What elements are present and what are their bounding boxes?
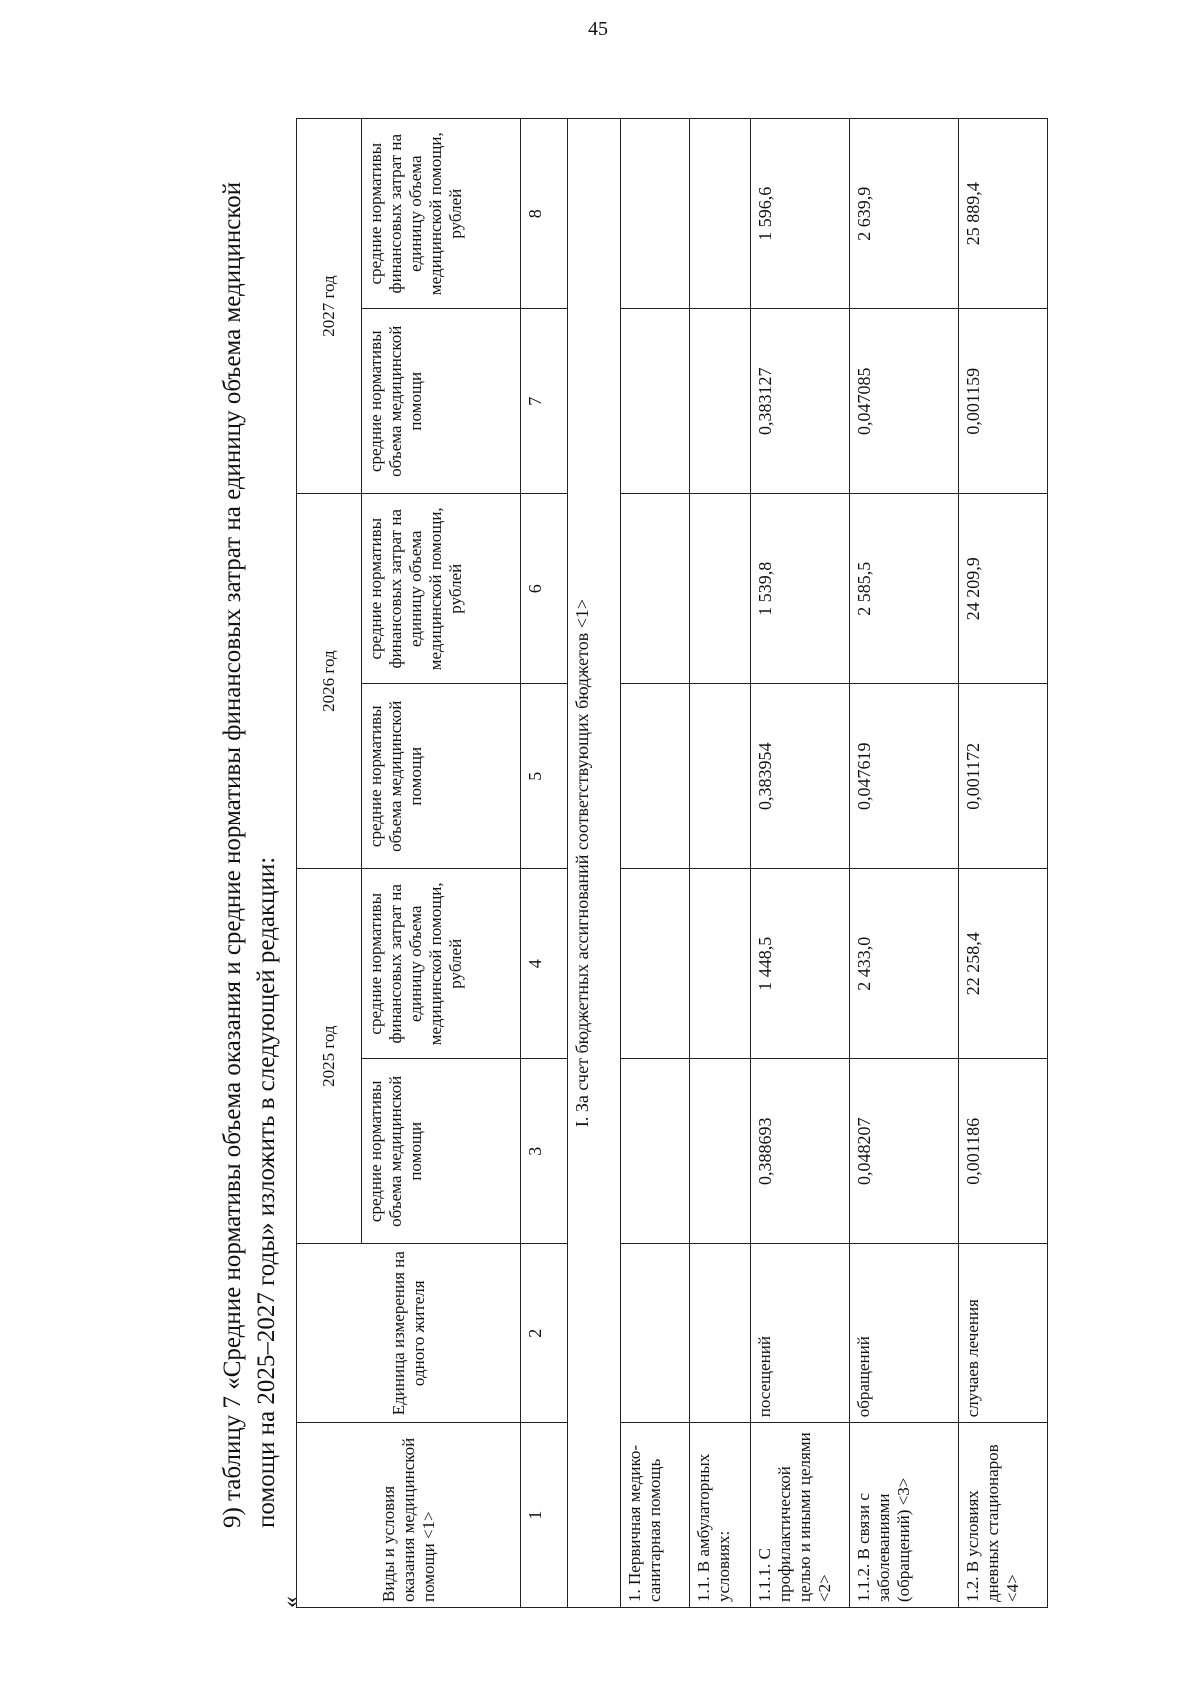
row-cost-2025 — [690, 869, 751, 1059]
norms-table — [296, 118, 1048, 1608]
row-unit: обращений — [850, 1244, 959, 1423]
table-row — [850, 119, 959, 1608]
table-row — [621, 119, 690, 1608]
column-number: 5 — [521, 684, 568, 869]
row-unit — [690, 1244, 751, 1423]
row-cost-2027 — [690, 119, 751, 309]
row-volume-2026 — [690, 684, 751, 869]
row-cost-2025: 22 258,4 — [959, 869, 1048, 1059]
header-year-2027: 2027 год — [297, 119, 362, 494]
column-number: 6 — [521, 494, 568, 684]
row-cost-2025: 1 448,5 — [751, 869, 850, 1059]
row-care-type: 1. Первичная медико-санитарная помощь — [621, 1423, 690, 1608]
row-volume-2025: 0,048207 — [850, 1059, 959, 1244]
header-cost-2027: средние нормативы финансовых затрат на единицу объема медицинской помощи, рублей — [362, 119, 521, 309]
row-volume-2025: 0,388693 — [751, 1059, 850, 1244]
header-cost-2026: средние нормативы финансовых затрат на единицу объема медицинской помощи, рублей — [362, 494, 521, 684]
row-volume-2026: 0,047619 — [850, 684, 959, 869]
row-care-type: 1.1. В амбулаторных условиях: — [690, 1423, 751, 1608]
row-volume-2027: 0,047085 — [850, 309, 959, 494]
section-row — [568, 119, 621, 1608]
row-unit — [621, 1244, 690, 1423]
column-number: 3 — [521, 1059, 568, 1244]
row-cost-2027 — [621, 119, 690, 309]
header-row-years — [297, 119, 362, 1608]
row-care-type: 1.1.1. С профилактической целью и иными целями <2> — [751, 1423, 850, 1608]
row-cost-2027: 25 889,4 — [959, 119, 1048, 309]
document-heading: 9) таблицу 7 «Средние нормативы объема оказания и средние нормативы финансовых затрат на единицу объема медицинской помощи на 2025–2027 годы» изложить в следующей редакции: — [219, 181, 280, 1528]
row-volume-2026: 0,383954 — [751, 684, 850, 869]
row-cost-2025 — [621, 869, 690, 1059]
column-number: 1 — [521, 1423, 568, 1608]
header-unit: Единица измерения на одного жителя — [297, 1244, 521, 1423]
section-title: I. За счет бюджетных ассигнований соответствующих бюджетов <1> — [568, 119, 621, 1608]
row-unit: случаев лечения — [959, 1244, 1048, 1423]
row-volume-2027: 0,001159 — [959, 309, 1048, 494]
header-cost-2025: средние нормативы финансовых затрат на единицу объема медицинской помощи, рублей — [362, 869, 521, 1059]
row-unit: посещений — [751, 1244, 850, 1423]
row-volume-2025: 0,001186 — [959, 1059, 1048, 1244]
row-care-type: 1.1.2. В связи с заболеваниями (обращений) <3> — [850, 1423, 959, 1608]
row-cost-2026: 24 209,9 — [959, 494, 1048, 684]
header-care-type: Виды и условия оказания медицинской помощи <1> — [297, 1423, 521, 1608]
column-number: 7 — [521, 309, 568, 494]
table-row — [751, 119, 850, 1608]
rotated-page-content — [216, 108, 1096, 1648]
row-cost-2025: 2 433,0 — [850, 869, 959, 1059]
row-volume-2027 — [690, 309, 751, 494]
column-number: 8 — [521, 119, 568, 309]
row-volume-2026 — [621, 684, 690, 869]
column-number: 2 — [521, 1244, 568, 1423]
opening-quote: « — [278, 1596, 304, 1608]
page-number: 45 — [588, 18, 608, 40]
header-year-2026: 2026 год — [297, 494, 362, 869]
column-number: 4 — [521, 869, 568, 1059]
column-number-row — [521, 119, 568, 1608]
row-cost-2026: 2 585,5 — [850, 494, 959, 684]
row-volume-2027: 0,383127 — [751, 309, 850, 494]
row-volume-2025 — [621, 1059, 690, 1244]
row-cost-2027: 2 639,9 — [850, 119, 959, 309]
header-volume-2026: средние нормативы объема медицинской помощи — [362, 684, 521, 869]
table-row — [690, 119, 751, 1608]
row-care-type: 1.2. В условиях дневных стационаров <4> — [959, 1423, 1048, 1608]
row-cost-2026 — [690, 494, 751, 684]
header-volume-2025: средние нормативы объема медицинской помощи — [362, 1059, 521, 1244]
table-row — [959, 119, 1048, 1608]
row-cost-2026 — [621, 494, 690, 684]
row-cost-2027: 1 596,6 — [751, 119, 850, 309]
row-volume-2025 — [690, 1059, 751, 1244]
header-volume-2027: средние нормативы объема медицинской помощи — [362, 309, 521, 494]
row-volume-2026: 0,001172 — [959, 684, 1048, 869]
header-year-2025: 2025 год — [297, 869, 362, 1244]
row-cost-2026: 1 539,8 — [751, 494, 850, 684]
row-volume-2027 — [621, 309, 690, 494]
